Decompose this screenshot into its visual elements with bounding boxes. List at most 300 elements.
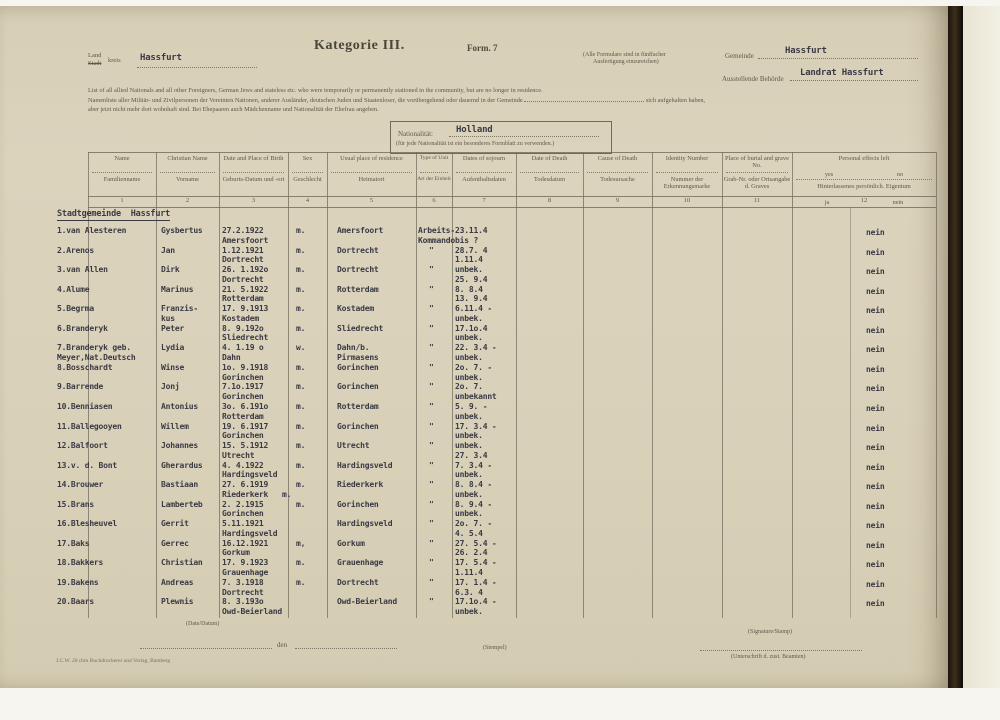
firstname-cell: Plewnis bbox=[161, 597, 194, 607]
sojourn-cell: 2o. 7. - bbox=[455, 362, 492, 372]
sojourn-cell-line2: unbek. bbox=[455, 352, 483, 362]
sojourn-cell-line2: 4. 5.4 bbox=[455, 528, 483, 538]
personal-effects-cell: nein bbox=[866, 403, 885, 413]
sojourn-cell-line2: bis ? bbox=[455, 235, 479, 245]
personal-effects-cell: nein bbox=[866, 267, 885, 277]
surname-cell-line2: Meyer,Nat.Deutsch bbox=[57, 352, 136, 362]
header-de-label: Grab-Nr. oder Ortsangabe d. Graves bbox=[723, 176, 791, 191]
birthplace-cell: Sliedrecht bbox=[222, 333, 269, 343]
sex-cell: m. bbox=[296, 480, 306, 490]
birthplace-cell: Dortrecht bbox=[222, 274, 264, 284]
header-de-label: Todesdatum bbox=[533, 176, 566, 183]
sojourn-cell: 27. 5.4 - bbox=[455, 538, 497, 548]
kreis-label: kreis bbox=[108, 57, 121, 64]
sojourn-cell: 17. 1.4 - bbox=[455, 577, 497, 587]
roster-table bbox=[0, 6, 948, 688]
column-number: 1 bbox=[120, 197, 124, 204]
surname-cell: 18.Bakkers bbox=[57, 558, 104, 568]
sojourn-cell: 17.1o.4 - bbox=[455, 597, 497, 607]
table-row bbox=[0, 422, 948, 442]
sojourn-cell: 5. 9. - bbox=[455, 401, 488, 411]
footer-stamp-label: (Stempel) bbox=[483, 645, 507, 651]
sojourn-cell-line2: 1.11.4 bbox=[455, 255, 483, 265]
firstname-cell: Gherardus bbox=[161, 460, 203, 470]
header-de-label: Geschlecht bbox=[293, 176, 322, 183]
firstname-cell: Gerrec bbox=[161, 538, 189, 548]
sojourn-cell-line2: unbekannt bbox=[455, 392, 497, 402]
table-row bbox=[0, 382, 948, 402]
unit-ditto-mark: " bbox=[429, 460, 434, 470]
firstname-cell: Gysbertus bbox=[161, 226, 203, 235]
surname-cell: 14.Brouwer bbox=[57, 480, 104, 490]
table-row bbox=[0, 343, 948, 363]
header-cell-3 bbox=[220, 153, 287, 195]
residence-cell: Gorinchen bbox=[337, 382, 379, 392]
sojourn-cell: 28.7. 4 bbox=[455, 245, 488, 255]
unit-ditto-mark: " bbox=[429, 401, 434, 411]
birthplace-cell: Utrecht bbox=[222, 450, 255, 460]
sojourn-cell-line2: 6.3. 4 bbox=[455, 587, 483, 597]
footer-date-line bbox=[140, 638, 272, 649]
residence-cell: Rotterdam bbox=[337, 401, 379, 411]
birthdate-cell: 27.2.1922 bbox=[222, 226, 264, 235]
footer-signature-line bbox=[700, 640, 862, 651]
header-en-options bbox=[793, 171, 935, 178]
residence-cell: Grauenhage bbox=[337, 558, 384, 568]
header-divider bbox=[587, 172, 648, 173]
header-de-label: Familienname bbox=[103, 176, 141, 183]
birthdate-cell: 1.12.1921 bbox=[222, 245, 264, 255]
nationality-note: (für jede Nationalität ist ein besonderes Formblatt zu verwenden.) bbox=[396, 141, 555, 147]
personal-effects-cell: nein bbox=[866, 579, 885, 589]
personal-effects-cell: nein bbox=[866, 306, 885, 316]
unit-ditto-mark: " bbox=[429, 245, 434, 255]
sojourn-cell: 17. 5.4 - bbox=[455, 558, 497, 568]
surname-cell: 8.Bosschardt bbox=[57, 362, 113, 372]
table-row bbox=[0, 500, 948, 520]
birthdate-cell: 27. 6.1919 bbox=[222, 480, 269, 490]
firstname-cell: Jan bbox=[161, 245, 175, 255]
header-divider bbox=[796, 179, 932, 180]
birthdate-cell: 8. 3.193o bbox=[222, 597, 264, 607]
table-horizontal-rule bbox=[88, 207, 936, 208]
header-en-label: Type of Unit bbox=[419, 155, 449, 161]
firstname-cell: Christian bbox=[161, 558, 203, 568]
header-divider bbox=[420, 172, 448, 173]
unit-ditto-mark: " bbox=[429, 304, 434, 314]
section-heading: Stadtgemeinde Hassfurt bbox=[57, 209, 171, 219]
header-cell-7 bbox=[453, 153, 515, 195]
firstname-cell: Peter bbox=[161, 323, 185, 333]
column-number: 8 bbox=[547, 197, 552, 204]
sojourn-cell-line2: 1.11.4 bbox=[455, 568, 483, 578]
unit-ditto-mark: " bbox=[429, 362, 434, 372]
birthdate-cell: 19. 6.1917 bbox=[222, 421, 269, 431]
sex-cell: m, bbox=[296, 538, 306, 548]
header-divider bbox=[160, 172, 215, 173]
header-en-label: Dates of sojourn bbox=[462, 155, 506, 162]
birthplace-cell: Grauenhage bbox=[222, 568, 269, 578]
residence-cell-line2: Pirmasens bbox=[337, 352, 379, 362]
firstname-cell: Franzis- bbox=[161, 304, 198, 314]
table-row bbox=[0, 539, 948, 559]
birthdate-cell: 7. 3.1918 bbox=[222, 577, 264, 587]
header-cell-1 bbox=[89, 153, 155, 195]
personal-effects-cell: nein bbox=[866, 228, 885, 237]
firstname-cell: Johannes bbox=[161, 441, 198, 451]
birthplace-cell: Dahn bbox=[222, 352, 241, 362]
footer-signature-sub: (Unterschrift d. zust. Beamten) bbox=[731, 654, 806, 660]
sex-cell: m. bbox=[296, 421, 306, 431]
firstname-cell: Lamberteb bbox=[161, 499, 203, 509]
sex-cell: m. bbox=[296, 558, 306, 568]
birthdate-cell: 21. 5.1922 bbox=[222, 284, 269, 294]
birthplace-cell: Gorinchen bbox=[222, 372, 264, 382]
header-cell-11 bbox=[723, 153, 791, 195]
surname-cell: 19.Bakens bbox=[57, 577, 99, 587]
birthdate-cell: 1o. 9.1918 bbox=[222, 362, 269, 372]
header-en-label: Personal effects left bbox=[838, 155, 890, 162]
sojourn-cell: 2o. 7. bbox=[455, 382, 483, 392]
firstname-cell-line2: kus bbox=[161, 313, 175, 323]
residence-cell: Dortrecht bbox=[337, 265, 379, 275]
header-divider bbox=[456, 172, 512, 173]
personal-effects-cell: nein bbox=[866, 423, 885, 433]
birthplace-cell: Owd-Beierland bbox=[222, 607, 283, 617]
surname-cell: 5.Begrma bbox=[57, 304, 94, 314]
residence-cell: Amersfoort bbox=[337, 226, 384, 235]
header-de-label: Todesursache bbox=[600, 176, 635, 183]
surname-cell: 3.van Allen bbox=[57, 265, 108, 275]
surname-cell: 13.v. d. Bont bbox=[57, 460, 118, 470]
residence-cell: Sliedrecht bbox=[337, 323, 384, 333]
gemeinde-label: Gemeinde bbox=[725, 52, 754, 60]
header-en-label: Sex bbox=[302, 155, 313, 162]
footer-date-label: (Date/Datum) bbox=[186, 621, 220, 627]
residence-cell: Riederkerk bbox=[337, 480, 384, 490]
birthplace-cell: Kostadem bbox=[222, 313, 259, 323]
header-de-label: Nummer der Erkennungsmarke bbox=[663, 176, 711, 191]
header-en-label: Date of Death bbox=[531, 155, 568, 162]
column-number: 5 bbox=[369, 197, 374, 204]
sojourn-cell-line2: 25. 9.4 bbox=[455, 274, 488, 284]
sojourn-cell-line2: unbek. bbox=[455, 333, 483, 343]
header-de-label: Hinterlassenes persönlich. Eigentum bbox=[817, 183, 911, 190]
firstname-cell: Gerrit bbox=[161, 519, 189, 529]
birthdate-cell: 3o. 6.191o bbox=[222, 401, 269, 411]
birthdate-cell: 17. 9.1913 bbox=[222, 304, 269, 314]
sojourn-cell-line2: 26. 2.4 bbox=[455, 548, 488, 558]
firstname-cell: Lydia bbox=[161, 343, 185, 353]
header-divider bbox=[656, 172, 718, 173]
header-option: yes bbox=[824, 171, 834, 178]
instructions-de-1b: sich aufgehalten haben, bbox=[645, 97, 706, 104]
header-en-label: Christian Name bbox=[167, 155, 208, 162]
header-cell-8 bbox=[517, 153, 582, 195]
column-number: 10 bbox=[683, 197, 691, 204]
header-option: nein bbox=[892, 199, 904, 206]
column-number: 9 bbox=[615, 197, 620, 204]
birthplace-cell: Dortrecht bbox=[222, 587, 264, 597]
unit-ditto-mark: " bbox=[429, 382, 434, 392]
sojourn-cell: 23.11.4 bbox=[455, 226, 488, 235]
personal-effects-cell: nein bbox=[866, 482, 885, 492]
gemeinde-value: Hassfurt bbox=[785, 46, 827, 56]
sex-cell: m. bbox=[296, 382, 306, 392]
residence-cell: Owd-Beierland bbox=[337, 597, 398, 607]
scan-page-edge bbox=[963, 6, 1000, 688]
residence-cell: Dahn/b. bbox=[337, 343, 370, 353]
personal-effects-cell: nein bbox=[866, 443, 885, 453]
header-de-label: Vorname bbox=[176, 176, 199, 183]
birthplace-cell: Riederkerk bbox=[222, 489, 269, 499]
unit-ditto-mark: " bbox=[429, 480, 434, 490]
surname-cell: 20.Baars bbox=[57, 597, 94, 607]
sojourn-cell-line2: unbek. bbox=[455, 470, 483, 480]
sojourn-cell: 2o. 7. - bbox=[455, 519, 492, 529]
firstname-cell: Antonius bbox=[161, 401, 198, 411]
residence-cell: Rotterdam bbox=[337, 284, 379, 294]
surname-cell: 10.Benniasen bbox=[57, 401, 113, 411]
firstname-cell: Winse bbox=[161, 362, 185, 372]
table-row bbox=[0, 402, 948, 422]
birthplace-cell: Rotterdam bbox=[222, 411, 264, 421]
birthdate-cell: 17. 9.1923 bbox=[222, 558, 269, 568]
sojourn-cell: 8. 9.4 - bbox=[455, 499, 492, 509]
residence-cell: Gorkum bbox=[337, 538, 365, 548]
header-de-label: Heimatort bbox=[358, 176, 385, 183]
header-en-label: Usual place of residence bbox=[340, 155, 403, 162]
unit-ditto-mark: " bbox=[429, 558, 434, 568]
header-divider bbox=[726, 172, 788, 173]
column-number: 7 bbox=[482, 197, 486, 204]
sojourn-cell: 6.11.4 - bbox=[455, 304, 492, 314]
sojourn-cell: 7. 3.4 - bbox=[455, 460, 492, 470]
birthplace-cell: Amersfoort bbox=[222, 235, 269, 245]
column-number: 11 bbox=[753, 197, 761, 204]
birthdate-cell: 7.1o.1917 bbox=[222, 382, 264, 392]
sojourn-cell-line2: unbek. bbox=[455, 489, 483, 499]
personal-effects-cell: nein bbox=[866, 384, 885, 394]
firstname-cell: Dirk bbox=[161, 265, 180, 275]
sojourn-cell: unbek. bbox=[455, 265, 483, 275]
table-row bbox=[0, 285, 948, 305]
table-row bbox=[0, 265, 948, 285]
unit-ditto-mark: " bbox=[429, 597, 434, 607]
table-row bbox=[0, 304, 948, 324]
personal-effects-cell: nein bbox=[866, 540, 885, 550]
personal-effects-cell: nein bbox=[866, 501, 885, 511]
birthdate-cell: 4. 1.19 o bbox=[222, 343, 264, 353]
unit-cell: Arbeits- bbox=[418, 226, 455, 235]
column-number: 2 bbox=[185, 197, 190, 204]
table-row bbox=[0, 597, 948, 617]
residence-cell: Dortrecht bbox=[337, 245, 379, 255]
surname-cell: 9.Barrende bbox=[57, 382, 104, 392]
unit-ditto-mark: " bbox=[429, 519, 434, 529]
unit-ditto-mark: " bbox=[429, 538, 434, 548]
instructions-de-1a: Namenliste aller Militär- und Zivilpersonen der Vereinten Nationen, anderer Ausländer, deutschen Juden und Staatenloser, die vorübergehend oder dauernd in der Gemeinde bbox=[88, 97, 523, 104]
personal-effects-cell: nein bbox=[866, 599, 885, 609]
birthplace-cell: Hardingsveld bbox=[222, 528, 278, 538]
header-de-label: Art der Einheit bbox=[417, 176, 451, 182]
sex-cell-line2: m. bbox=[282, 489, 292, 499]
table-row bbox=[0, 558, 948, 578]
sex-cell: m. bbox=[296, 362, 306, 372]
copies-note-line2: Ausfertigung einzureichen) bbox=[593, 59, 659, 65]
sojourn-cell: 8. 8.4 bbox=[455, 284, 483, 294]
sex-cell: m. bbox=[296, 226, 306, 235]
personal-effects-cell: nein bbox=[866, 247, 885, 257]
personal-effects-cell: nein bbox=[866, 286, 885, 296]
nationality-value: Holland bbox=[456, 125, 493, 135]
unit-ditto-mark: " bbox=[429, 421, 434, 431]
birthplace-cell: Hardingsveld bbox=[222, 470, 278, 480]
header-en-label: Cause of Death bbox=[597, 155, 638, 162]
header-cell-9 bbox=[584, 153, 651, 195]
surname-cell: 17.Baks bbox=[57, 538, 90, 548]
personal-effects-cell: nein bbox=[866, 364, 885, 374]
sex-cell: m. bbox=[296, 284, 306, 294]
sojourn-cell-line2: 27. 3.4 bbox=[455, 450, 488, 460]
header-divider bbox=[92, 172, 152, 173]
birthdate-cell: 2. 2.1915 bbox=[222, 499, 264, 509]
footer-signature-label: (Signature/Stamp) bbox=[748, 629, 792, 635]
header-cell-10 bbox=[653, 153, 721, 195]
column-number: 4 bbox=[305, 197, 310, 204]
residence-cell: Kostadem bbox=[337, 304, 374, 314]
unit-ditto-mark: " bbox=[429, 284, 434, 294]
stadt-label: Stadt bbox=[88, 60, 102, 67]
header-cell-5 bbox=[328, 153, 415, 195]
sex-cell: m. bbox=[296, 460, 306, 470]
form-title: Kategorie III. bbox=[314, 38, 405, 53]
surname-cell: 1.van Alesteren bbox=[57, 226, 127, 235]
sojourn-cell-line2: unbek. bbox=[455, 509, 483, 519]
firstname-cell: Andreas bbox=[161, 577, 194, 587]
birthplace-cell: Gorinchen bbox=[222, 431, 264, 441]
sojourn-cell-line2: unbek. bbox=[455, 411, 483, 421]
header-divider bbox=[520, 172, 579, 173]
sex-cell: m. bbox=[296, 323, 306, 333]
land-label: Land bbox=[88, 52, 102, 59]
surname-cell: 11.Ballegooyen bbox=[57, 421, 122, 431]
header-divider bbox=[331, 172, 412, 173]
header-cell-4 bbox=[289, 153, 326, 195]
birthdate-cell: 16.12.1921 bbox=[222, 538, 269, 548]
surname-cell: 4.Alume bbox=[57, 284, 90, 294]
personal-effects-cell: nein bbox=[866, 345, 885, 355]
instructions-de-2: aber jetzt nicht mehr dort wohnhaft sind. Bei Ehepaaren auch Mädchenname und Nationalität der Ehefrau angeben. bbox=[88, 106, 379, 113]
scan-dark-edge bbox=[948, 6, 963, 688]
sojourn-cell-line2: unbek. bbox=[455, 607, 483, 617]
personal-effects-cell: nein bbox=[866, 521, 885, 531]
sex-cell: m. bbox=[296, 245, 306, 255]
birthdate-cell: 8. 9.192o bbox=[222, 323, 264, 333]
copies-note-line1: (Alle Formulare sind in fünffacher bbox=[583, 52, 666, 58]
birthdate-cell: 4. 4.1922 bbox=[222, 460, 264, 470]
personal-effects-cell: nein bbox=[866, 325, 885, 335]
sojourn-cell-line2: unbek. bbox=[455, 431, 483, 441]
behoerde-label: Ausstellende Behörde bbox=[722, 75, 784, 83]
firstname-cell: Willem bbox=[161, 421, 189, 431]
personal-effects-cell: nein bbox=[866, 462, 885, 472]
unit-ditto-mark: " bbox=[429, 441, 434, 451]
header-en-label: Date and Place of Birth bbox=[223, 155, 284, 162]
sojourn-cell: 8. 8.4 - bbox=[455, 480, 492, 490]
column-number: 12 bbox=[860, 197, 868, 204]
header-de-label: Geburts-Datum und -ort bbox=[222, 176, 285, 183]
behoerde-value: Landrat Hassfurt bbox=[800, 68, 884, 78]
surname-cell: 16.Blesheuvel bbox=[57, 519, 118, 529]
sojourn-cell: unbek. bbox=[455, 441, 483, 451]
birthdate-cell: 15. 5.1912 bbox=[222, 441, 269, 451]
table-row bbox=[0, 480, 948, 500]
residence-cell: Hardingsveld bbox=[337, 460, 393, 470]
sojourn-cell: 22. 3.4 - bbox=[455, 343, 497, 353]
sex-cell: m. bbox=[296, 577, 306, 587]
sojourn-cell: 17. 3.4 - bbox=[455, 421, 497, 431]
sex-cell: m. bbox=[296, 499, 306, 509]
sojourn-cell: 17.1o.4 bbox=[455, 323, 488, 333]
residence-cell: Gorinchen bbox=[337, 362, 379, 372]
sojourn-cell-line2: unbek. bbox=[455, 313, 483, 323]
footer-den-label: den bbox=[277, 641, 288, 649]
header-en-label: Name bbox=[114, 155, 130, 162]
column-number: 3 bbox=[251, 197, 256, 204]
firstname-cell: Bastiaan bbox=[161, 480, 198, 490]
unit-ditto-mark: " bbox=[429, 577, 434, 587]
table-row bbox=[0, 246, 948, 266]
birthplace-cell: Gorinchen bbox=[222, 509, 264, 519]
birthplace-cell: Rotterdam bbox=[222, 294, 264, 304]
table-row bbox=[0, 226, 948, 246]
unit-ditto-mark: " bbox=[429, 265, 434, 275]
residence-cell: Gorinchen bbox=[337, 499, 379, 509]
footer-den-line bbox=[295, 638, 397, 649]
sex-cell: w. bbox=[296, 343, 306, 353]
sex-cell: m. bbox=[296, 304, 306, 314]
kreis-value: Hassfurt bbox=[140, 53, 182, 63]
header-divider bbox=[223, 172, 284, 173]
birthdate-cell: 5.11.1921 bbox=[222, 519, 264, 529]
birthplace-cell: Dortrecht bbox=[222, 255, 264, 265]
sex-cell: m. bbox=[296, 265, 306, 275]
sex-cell: m. bbox=[296, 401, 306, 411]
header-option: no bbox=[896, 171, 904, 178]
table-row bbox=[0, 519, 948, 539]
form-number: Form. 7 bbox=[467, 43, 498, 53]
header-cell-2 bbox=[157, 153, 218, 195]
column-number: 6 bbox=[432, 197, 436, 204]
surname-cell: 2.Arenos bbox=[57, 245, 94, 255]
unit-ditto-mark: " bbox=[429, 343, 434, 353]
sex-cell: m. bbox=[296, 441, 306, 451]
header-cell-6 bbox=[417, 153, 451, 195]
birthplace-cell: Gorinchen bbox=[222, 392, 264, 402]
firstname-cell: Marinus bbox=[161, 284, 194, 294]
table-row bbox=[0, 363, 948, 383]
residence-cell: Hardingsveld bbox=[337, 519, 393, 529]
birthdate-cell: 26. 1.192o bbox=[222, 265, 269, 275]
table-row bbox=[0, 461, 948, 481]
birthplace-cell: Gorkum bbox=[222, 548, 250, 558]
sojourn-cell-line2: 13. 9.4 bbox=[455, 294, 488, 304]
personal-effects-cell: nein bbox=[866, 560, 885, 570]
unit-cell-line2: Kommando bbox=[418, 235, 455, 245]
header-de-label: Aufenthaltsdaten bbox=[462, 176, 506, 183]
nationality-label: Nationalität: bbox=[398, 130, 433, 138]
